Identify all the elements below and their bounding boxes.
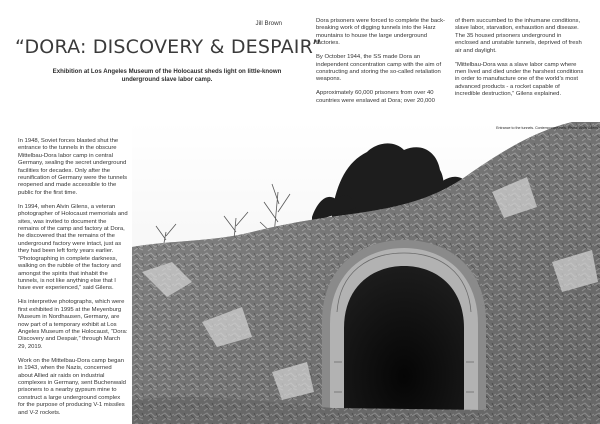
paragraph: In 1948, Soviet forces blasted shut the entrance to the tunnels in the obscure Mittelbau-Dora labor camp in central Germany, sealing the secret underground facilities for decades. Only after the reunification of Germany were the tunnels reopened and made accessible to the public for the first time. — [18, 138, 128, 196]
paragraph: His interpretive photographs, which were first exhibited in 1995 at the Meyenburg Museum in Nordhausen, Germany, are now part of a temporary exhibit at Los Angeles Museum of the Holocaust, “Dora: Discovery and Despair,” through March 29, 2019. — [18, 299, 128, 350]
middle-text-column — [316, 18, 446, 112]
photo-caption: Entrance to the tunnels. Contemporary view. Photo: Alvin Gilens — [496, 126, 598, 130]
tunnel-entrance-photo — [132, 122, 600, 424]
paragraph: Dora prisoners were forced to complete the back-breaking work of digging tunnels into the Harz mountains to house the large underground factories. — [316, 18, 445, 47]
article-subtitle: Exhibition at Los Angeles Museum of the Holocaust sheds light on little-known underground slave labor camp. — [52, 68, 282, 83]
paragraph: Approximately 60,000 prisoners from over 40 countries were enslaved at Dora; over 20,000 — [316, 90, 435, 104]
paragraph: In 1994, when Alvin Gilens, a veteran photographer of Holocaust memorials and sites, was invited to document the remains of the camp and factory at Dora, he discovered that the remains of the underground factory were intact, just as they had been left forty years earlier. “Photographing in complete darkness, walking on the rubble of the factory and amongst the spirits that inhabit the tunnels, is not like anything else that I have ever experienced,” said Gilens. — [18, 203, 128, 292]
paragraph: Work on the Mittelbau-Dora camp began in 1943, when the Nazis, concerned about Allied air raids on industrial complexes in Germany, sent Buchenwald prisoners to a nearby gypsum mine to construct a large underground complex for the purpose of producing V-1 missiles and V-2 rockets. — [18, 357, 126, 416]
paragraph: By October 1944, the SS made Dora an independent concentration camp with the aim of constructing and storing the so-called retaliation weapons. — [316, 54, 442, 83]
author-byline: Jill Brown — [255, 20, 282, 27]
left-text-column — [18, 138, 128, 424]
paragraph: “Mittelbau-Dora was a slave labor camp where men lived and died under the harshest conditions in order to manufacture one of the world’s most advanced products - a rocket capable of incredible destruction,” Gilens explained. — [455, 61, 584, 98]
article-title: “DORA: DISCOVERY & DESPAIR” — [15, 36, 322, 58]
paragraph: of them succumbed to the inhumane conditions, slave labor, starvation, exhaustion and disease. The 35 housed prisoners underground in enclosed and unstable tunnels, deprived of fresh air and daylight. — [455, 18, 582, 54]
right-text-column — [455, 18, 585, 105]
